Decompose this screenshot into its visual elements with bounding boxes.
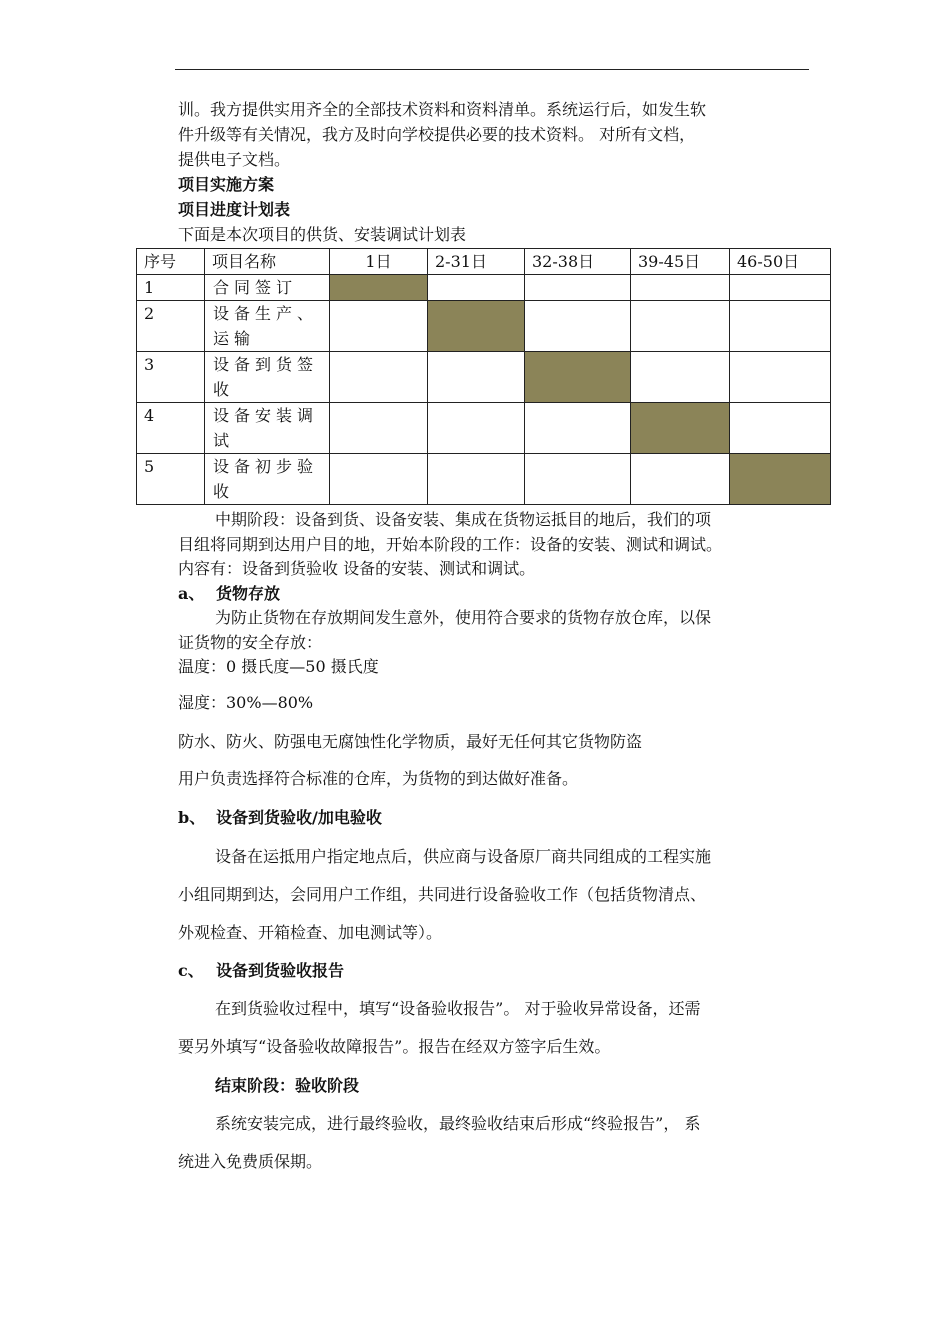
period-cell-scheduled bbox=[631, 403, 730, 454]
period-cell bbox=[730, 352, 831, 403]
period-cell-scheduled bbox=[330, 275, 428, 301]
period-cell bbox=[631, 454, 730, 505]
section-c-line: 要另外填写“设备验收故障报告”。报告在经双方签字后生效。 bbox=[178, 1037, 611, 1056]
schedule-row bbox=[137, 454, 831, 505]
header-cell: 32-38日 bbox=[525, 249, 631, 275]
period-cell bbox=[428, 403, 525, 454]
header-rule bbox=[175, 69, 809, 70]
protection-line: 防水、防火、防强电无腐蚀性化学物质，最好无任何其它货物防盗 bbox=[178, 732, 643, 751]
final-stage-heading: 结束阶段：验收阶段 bbox=[215, 1076, 360, 1095]
task-name: 设备生产、运输 bbox=[205, 301, 330, 352]
schedule-header-row bbox=[137, 249, 831, 275]
row-number: 5 bbox=[137, 454, 205, 505]
intro-line: 训。我方提供实用齐全的全部技术资料和资料清单。系统运行后，如发生软 bbox=[178, 100, 707, 119]
section-a-line: 为防止货物在存放期间发生意外，使用符合要求的货物存放仓库，以保 bbox=[215, 608, 712, 627]
period-cell bbox=[730, 275, 831, 301]
header-cell: 2-31日 bbox=[428, 249, 525, 275]
section-b-line: 外观检查、开箱检查、加电测试等）。 bbox=[178, 923, 443, 942]
humidity-line: 湿度：30%—80% bbox=[178, 693, 314, 712]
schedule-row bbox=[137, 275, 831, 301]
header-cell: 项目名称 bbox=[205, 249, 330, 275]
table-caption: 下面是本次项目的供货、安装调试计划表 bbox=[178, 225, 467, 244]
task-name: 设备安装调试 bbox=[205, 403, 330, 454]
section-c-heading bbox=[178, 959, 344, 983]
mid-stage-line: 中期阶段：设备到货、设备安装、集成在货物运抵目的地后，我们的项 bbox=[215, 510, 712, 529]
intro-line: 件升级等有关情况，我方及时向学校提供必要的技术资料。 对所有文档， bbox=[178, 125, 696, 144]
period-cell bbox=[330, 403, 428, 454]
intro-line: 提供电子文档。 bbox=[178, 150, 291, 169]
period-cell bbox=[631, 275, 730, 301]
period-cell bbox=[428, 275, 525, 301]
period-cell bbox=[525, 454, 631, 505]
period-cell bbox=[330, 454, 428, 505]
period-cell bbox=[330, 352, 428, 403]
section-b-heading bbox=[178, 806, 382, 830]
period-cell bbox=[525, 403, 631, 454]
period-cell-scheduled bbox=[525, 352, 631, 403]
period-cell bbox=[730, 301, 831, 352]
mid-stage-line: 目组将同期到达用户目的地，开始本阶段的工作：设备的安装、测试和调试。 bbox=[178, 535, 723, 554]
header-cell: 39-45日 bbox=[631, 249, 730, 275]
period-cell bbox=[730, 403, 831, 454]
row-number: 3 bbox=[137, 352, 205, 403]
period-cell bbox=[631, 352, 730, 403]
period-cell bbox=[428, 454, 525, 505]
schedule-row bbox=[137, 301, 831, 352]
schedule-row bbox=[137, 352, 831, 403]
period-cell bbox=[525, 301, 631, 352]
period-cell-scheduled bbox=[428, 301, 525, 352]
period-cell bbox=[428, 352, 525, 403]
task-name: 设备到货签收 bbox=[205, 352, 330, 403]
section-title: 设备到货验收报告 bbox=[216, 961, 345, 980]
section-a-heading bbox=[178, 582, 280, 606]
mid-stage-line: 内容有：设备到货验收 设备的安装、测试和调试。 bbox=[178, 559, 536, 578]
row-number: 2 bbox=[137, 301, 205, 352]
section-marker: b、 bbox=[178, 808, 206, 827]
section-c-line: 在到货验收过程中，填写“设备验收报告”。 对于验收异常设备，还需 bbox=[215, 999, 701, 1018]
section-title: 货物存放 bbox=[216, 584, 281, 603]
row-number: 4 bbox=[137, 403, 205, 454]
header-cell: 序号 bbox=[137, 249, 205, 275]
heading-schedule: 项目进度计划表 bbox=[178, 200, 291, 219]
final-stage-line: 系统安装完成，进行最终验收，最终验收结束后形成“终验报告”， 系 bbox=[215, 1114, 701, 1133]
header-cell: 46-50日 bbox=[730, 249, 831, 275]
task-name: 合同签订 bbox=[205, 275, 330, 301]
task-name: 设备初步验收 bbox=[205, 454, 330, 505]
heading-implementation: 项目实施方案 bbox=[178, 175, 275, 194]
period-cell bbox=[525, 275, 631, 301]
section-title: 设备到货验收/加电验收 bbox=[216, 808, 382, 827]
section-b-line: 设备在运抵用户指定地点后，供应商与设备原厂商共同组成的工程实施 bbox=[215, 847, 712, 866]
section-a-line: 证货物的安全存放： bbox=[178, 633, 323, 652]
temperature-line: 温度：0 摄氏度—50 摄氏度 bbox=[178, 657, 379, 676]
section-marker: a、 bbox=[178, 584, 205, 603]
period-cell-scheduled bbox=[730, 454, 831, 505]
schedule-table bbox=[136, 248, 831, 505]
section-marker: c、 bbox=[178, 961, 204, 980]
section-b-line: 小组同期到达，会同用户工作组，共同进行设备验收工作（包括货物清点、 bbox=[178, 885, 707, 904]
header-cell: 1日 bbox=[330, 249, 428, 275]
user-duty-line: 用户负责选择符合标准的仓库，为货物的到达做好准备。 bbox=[178, 769, 579, 788]
schedule-row bbox=[137, 403, 831, 454]
row-number: 1 bbox=[137, 275, 205, 301]
final-stage-line: 统进入免费质保期。 bbox=[178, 1152, 323, 1171]
period-cell bbox=[631, 301, 730, 352]
period-cell bbox=[330, 301, 428, 352]
